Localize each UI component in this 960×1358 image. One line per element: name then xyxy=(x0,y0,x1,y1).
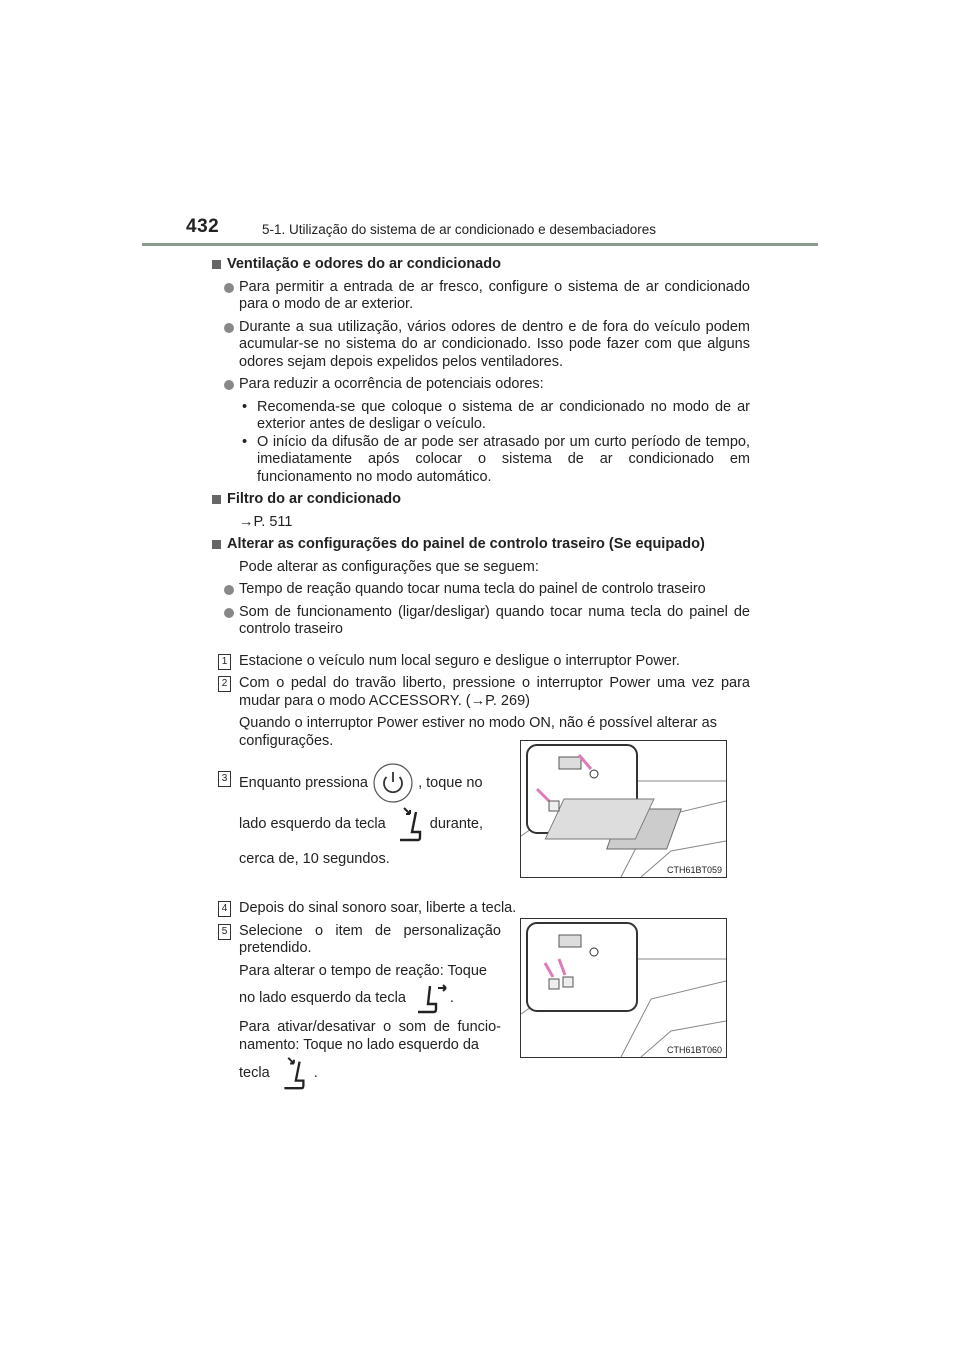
square-bullet-icon xyxy=(212,495,221,504)
bullet-dot-icon xyxy=(224,380,234,390)
page-number: 432 xyxy=(186,216,220,237)
intro-text: Pode alterar as configurações que se seguem: xyxy=(239,558,539,575)
step-5: 5 Selecione o item de personalização pretendido. Para alterar o tempo de reação: Toque no lado esquerdo da tecla . Para ativar/desativar o som de funcio-namento: Toque no lado esquerdo da tecla . xyxy=(210,923,501,1093)
bullet: Som de funcionamento (ligar/desligar) quando tocar numa tecla do painel de controlo traseiro xyxy=(210,604,750,639)
step-number: 2 xyxy=(218,676,231,692)
bullet: Durante a sua utilização, vários odores de dentro e de fora do veículo podem acumular-se no sistema do ar condicionado. Isso pode fazer com que alguns odores sejam depois expelidos pelos ventiladores. xyxy=(210,319,750,372)
rear-panel-illustration xyxy=(521,919,726,1057)
figure-rear-panel-1 xyxy=(520,740,727,878)
sub-bullet: • Recomenda-se que coloque o sistema de ar condicionado no modo de ar exterior antes de desligar o veículo. xyxy=(242,398,750,432)
seat-recline-icon xyxy=(274,1054,310,1092)
figure-caption: CTH61BT060 xyxy=(666,1045,722,1055)
step-2: 2 Com o pedal do travão liberto, pressione o interruptor Power uma vez para mudar para o modo ACCESSORY. (→P. 269) xyxy=(210,675,750,710)
figure-caption: CTH61BT059 xyxy=(666,865,722,875)
header-rule xyxy=(142,243,818,246)
step-1: 1 Estacione o veículo num local seguro e desligue o interruptor Power. xyxy=(210,653,750,671)
bullet-dot-icon xyxy=(224,323,234,333)
heading-rear-panel: Alterar as configurações do painel de controlo traseiro (Se equipado) xyxy=(210,536,750,554)
seat-recline-icon xyxy=(390,804,426,844)
figure-rear-panel-2 xyxy=(520,918,727,1058)
step-number: 5 xyxy=(218,924,231,940)
heading-ventilation: Ventilação e odores do ar condicionado xyxy=(210,256,750,274)
page-reference: →P. 511 xyxy=(239,513,293,530)
bullet: Para permitir a entrada de ar fresco, configure o sistema de ar condicionado para o modo de ar exterior. xyxy=(210,279,750,314)
step-number: 4 xyxy=(218,901,231,917)
step-number: 1 xyxy=(218,654,231,670)
seat-slide-icon xyxy=(410,980,450,1016)
bullet: Tempo de reação quando tocar numa tecla do painel de controlo traseiro xyxy=(210,581,750,599)
bullet-dot-icon xyxy=(224,283,234,293)
heading-filter: Filtro do ar condicionado xyxy=(210,491,750,509)
bullet-dot-icon xyxy=(224,585,234,595)
square-bullet-icon xyxy=(212,260,221,269)
step-3: 3 Enquanto pressiona , toque no lado esquerdo da tecla durante, cerca de, 10 segundos. xyxy=(210,762,501,874)
step-4: 4 Depois do sinal sonoro soar, liberte a tecla. xyxy=(210,900,750,918)
step-number: 3 xyxy=(218,771,231,787)
sub-bullet: • O início da difusão de ar pode ser atrasado por um curto período de tempo, imediatamente após colocar o sistema de ar condicionado em funcionamento no modo automático. xyxy=(242,433,750,485)
step-2-note: Quando o interruptor Power estiver no modo ON, não é possível alterar as configurações. xyxy=(239,715,717,749)
rear-panel-illustration xyxy=(521,741,726,877)
bullet-dot-icon xyxy=(224,608,234,618)
power-button-icon xyxy=(372,762,414,804)
section-title: 5-1. Utilização do sistema de ar condicionado e desembaciadores xyxy=(262,222,656,237)
bullet: Para reduzir a ocorrência de potenciais odores: xyxy=(210,376,750,394)
square-bullet-icon xyxy=(212,540,221,549)
